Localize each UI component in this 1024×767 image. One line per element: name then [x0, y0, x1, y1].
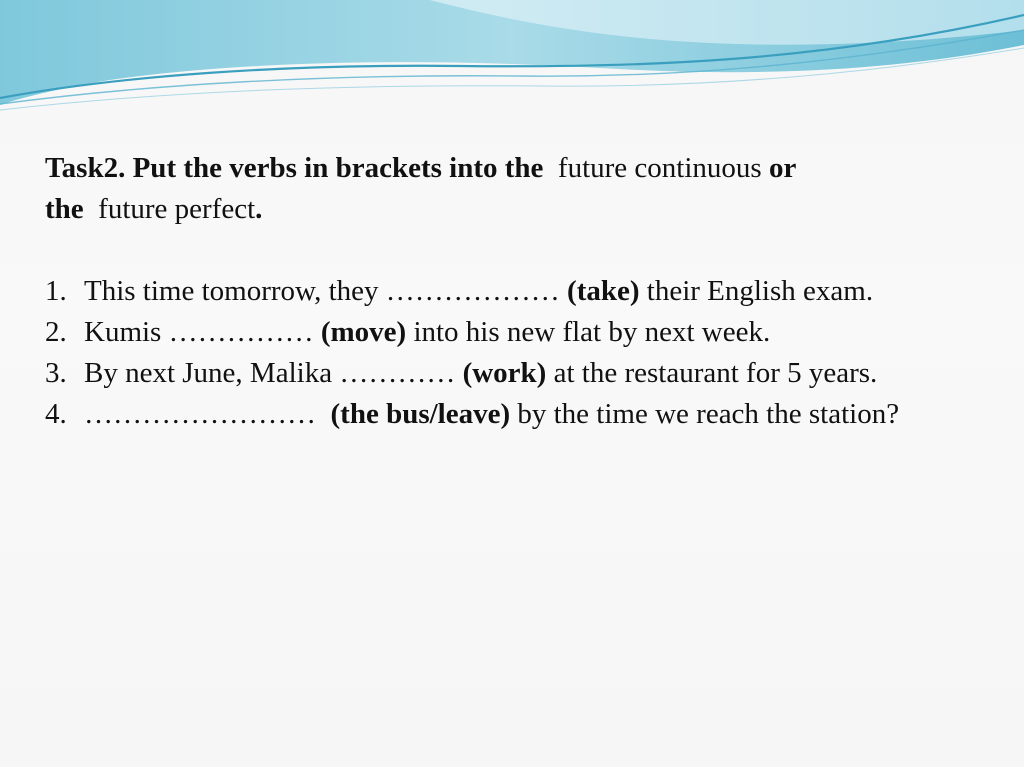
list-item: [45, 271, 965, 312]
list-item: [45, 394, 965, 435]
item-text-after: at the restaurant for 5 years.: [553, 357, 878, 389]
item-number: 4.: [45, 398, 67, 430]
item-verb: (the bus/leave): [330, 398, 511, 430]
task-title-normal-1: future continuous: [557, 152, 762, 184]
item-text-after: into his new flat by next week.: [413, 316, 771, 348]
list-item: [45, 353, 965, 394]
item-verb: (work): [462, 357, 547, 389]
task-title-bold-3: the: [45, 193, 84, 225]
item-text-before: Kumis ……………: [84, 316, 314, 348]
item-number: 1.: [45, 275, 67, 307]
spacer: [45, 230, 965, 271]
item-verb: (take): [567, 275, 640, 307]
item-number: 3.: [45, 357, 67, 389]
item-text-after: by the time we reach the station?: [517, 398, 900, 430]
task-title-bold-2: or: [768, 152, 797, 184]
item-text-before: ……………………: [84, 398, 316, 430]
header-wave-decoration: [0, 0, 1024, 130]
list-item: [45, 312, 965, 353]
exercise-list: [45, 271, 965, 435]
task-title: [45, 148, 965, 230]
item-text-after: their English exam.: [646, 275, 874, 307]
item-text-before: By next June, Malika …………: [84, 357, 456, 389]
item-verb: (move): [320, 316, 407, 348]
task-title-bold-1: Task2. Put the verbs in brackets into the: [45, 152, 544, 184]
task-content: [45, 148, 965, 435]
task-title-normal-2: future perfect: [98, 193, 256, 225]
item-text-before: This time tomorrow, they ………………: [84, 275, 560, 307]
item-number: 2.: [45, 316, 67, 348]
task-title-bold-4: .: [255, 193, 263, 225]
